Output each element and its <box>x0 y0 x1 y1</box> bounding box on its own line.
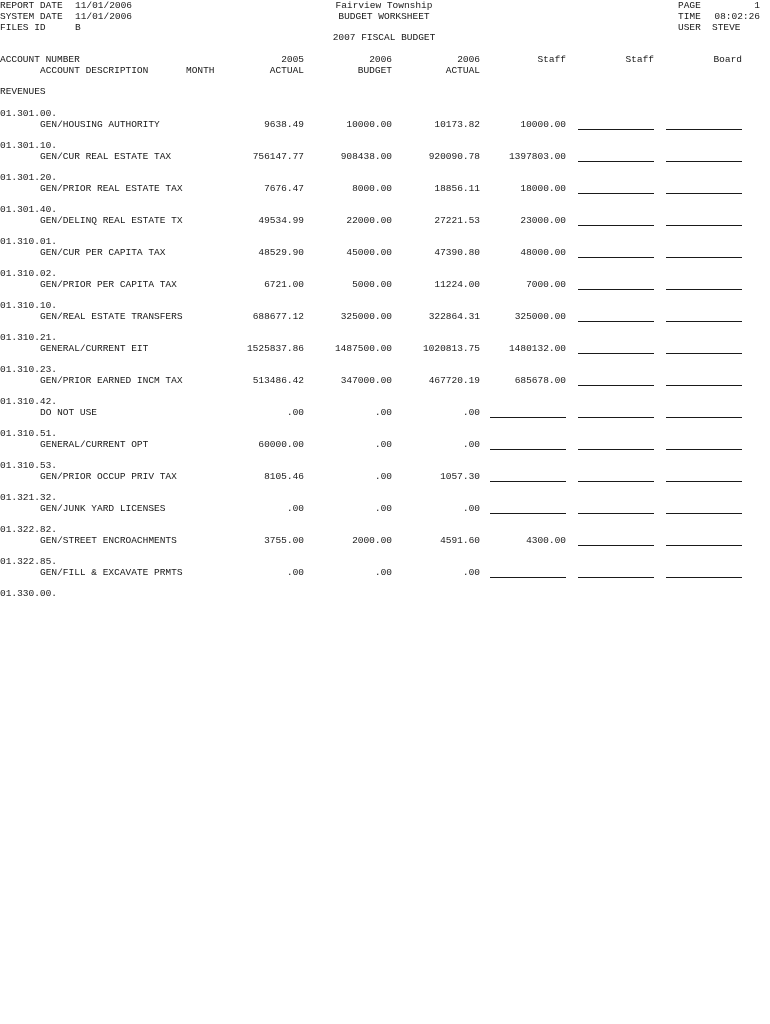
col-staff-1: Staff <box>537 54 566 65</box>
board-entry-blank[interactable] <box>666 545 742 546</box>
actual-2005-value: .00 <box>286 407 304 418</box>
staff-2-entry-blank[interactable] <box>578 193 654 194</box>
account-description: GEN/CUR PER CAPITA TAX <box>40 247 166 258</box>
actual-2005-value: 60000.00 <box>258 439 304 450</box>
account-number: 01.301.10. <box>0 140 58 151</box>
budget-2006-value: 908438.00 <box>340 151 392 162</box>
trailing-account-number: 01.330.00. <box>0 588 58 599</box>
board-entry-blank[interactable] <box>666 257 742 258</box>
account-number: 01.301.20. <box>0 172 58 183</box>
actual-2005-value: 6721.00 <box>264 279 304 290</box>
staff-2-entry-blank[interactable] <box>578 257 654 258</box>
staff-value: 685678.00 <box>514 375 566 386</box>
budget-2006-value: 8000.00 <box>352 183 392 194</box>
account-description: GENERAL/CURRENT EIT <box>40 343 149 354</box>
staff-value: 7000.00 <box>526 279 566 290</box>
col-2006-budget-year: 2006 <box>369 54 392 65</box>
account-number: 01.322.85. <box>0 556 58 567</box>
staff-2-entry-blank[interactable] <box>578 417 654 418</box>
board-entry-blank[interactable] <box>666 513 742 514</box>
account-description: GEN/HOUSING AUTHORITY <box>40 119 160 130</box>
staff-entry-blank[interactable] <box>490 417 566 418</box>
board-entry-blank[interactable] <box>666 577 742 578</box>
board-entry-blank[interactable] <box>666 321 742 322</box>
actual-2005-value: 8105.46 <box>264 471 304 482</box>
actual-2005-value: 688677.12 <box>252 311 304 322</box>
page-number: 1 <box>754 0 760 11</box>
staff-value: 18000.00 <box>520 183 566 194</box>
actual-2006-value: 47390.80 <box>434 247 480 258</box>
staff-entry-blank[interactable] <box>490 513 566 514</box>
actual-2006-value: .00 <box>462 567 480 578</box>
account-number: 01.310.53. <box>0 460 58 471</box>
township-name: Fairview Township <box>335 0 433 11</box>
account-description: GEN/DELINQ REAL ESTATE TX <box>40 215 183 226</box>
actual-2005-value: 49534.99 <box>258 215 304 226</box>
account-number: 01.310.51. <box>0 428 58 439</box>
actual-2005-value: 513486.42 <box>252 375 304 386</box>
actual-2006-value: 27221.53 <box>434 215 480 226</box>
board-entry-blank[interactable] <box>666 161 742 162</box>
col-account-number: ACCOUNT NUMBER <box>0 54 80 65</box>
actual-2006-value: 10173.82 <box>434 119 480 130</box>
staff-2-entry-blank[interactable] <box>578 513 654 514</box>
staff-2-entry-blank[interactable] <box>578 545 654 546</box>
actual-2006-value: 11224.00 <box>434 279 480 290</box>
col-account-description: ACCOUNT DESCRIPTION <box>40 65 149 76</box>
time-label: TIME <box>678 11 701 22</box>
account-description: GEN/FILL & EXCAVATE PRMTS <box>40 567 183 578</box>
account-number: 01.310.01. <box>0 236 58 247</box>
col-2005-year: 2005 <box>281 54 304 65</box>
budget-2006-value: .00 <box>374 439 392 450</box>
user-label: USER <box>678 22 701 33</box>
account-description: DO NOT USE <box>40 407 98 418</box>
staff-2-entry-blank[interactable] <box>578 353 654 354</box>
actual-2005-value: 7676.47 <box>264 183 304 194</box>
staff-value: 1480132.00 <box>508 343 566 354</box>
actual-2006-value: 18856.11 <box>434 183 480 194</box>
budget-2006-value: 2000.00 <box>352 535 392 546</box>
account-number: 01.310.21. <box>0 332 58 343</box>
actual-2005-value: 756147.77 <box>252 151 304 162</box>
actual-2006-value: 467720.19 <box>428 375 480 386</box>
files-id: B <box>75 22 81 33</box>
actual-2006-value: 4591.60 <box>440 535 480 546</box>
col-month: MONTH <box>186 65 215 76</box>
budget-2006-value: 45000.00 <box>346 247 392 258</box>
staff-value: 1397803.00 <box>508 151 566 162</box>
staff-value: 10000.00 <box>520 119 566 130</box>
account-number: 01.301.00. <box>0 108 58 119</box>
staff-2-entry-blank[interactable] <box>578 321 654 322</box>
staff-value: 325000.00 <box>514 311 566 322</box>
page-label: PAGE <box>678 0 701 11</box>
account-description: GEN/CUR REAL ESTATE TAX <box>40 151 172 162</box>
account-number: 01.321.32. <box>0 492 58 503</box>
board-entry-blank[interactable] <box>666 449 742 450</box>
system-date: 11/01/2006 <box>75 11 133 22</box>
report-date-label: REPORT DATE <box>0 0 63 11</box>
system-date-label: SYSTEM DATE <box>0 11 63 22</box>
staff-2-entry-blank[interactable] <box>578 449 654 450</box>
staff-2-entry-blank[interactable] <box>578 289 654 290</box>
budget-2006-value: .00 <box>374 471 392 482</box>
staff-2-entry-blank[interactable] <box>578 577 654 578</box>
account-number: 01.310.23. <box>0 364 58 375</box>
staff-entry-blank[interactable] <box>490 481 566 482</box>
board-entry-blank[interactable] <box>666 193 742 194</box>
actual-2005-value: 48529.90 <box>258 247 304 258</box>
budget-2006-value: 22000.00 <box>346 215 392 226</box>
actual-2006-value: 1020813.75 <box>422 343 480 354</box>
budget-2006-value: .00 <box>374 407 392 418</box>
budget-2006-value: .00 <box>374 503 392 514</box>
account-number: 01.322.82. <box>0 524 58 535</box>
board-entry-blank[interactable] <box>666 353 742 354</box>
budget-2006-value: 1487500.00 <box>334 343 392 354</box>
board-entry-blank[interactable] <box>666 481 742 482</box>
actual-2006-value: .00 <box>462 407 480 418</box>
col-2006-actual-year: 2006 <box>457 54 480 65</box>
actual-2005-value: 1525837.86 <box>246 343 304 354</box>
staff-2-entry-blank[interactable] <box>578 481 654 482</box>
board-entry-blank[interactable] <box>666 225 742 226</box>
budget-2006-value: 5000.00 <box>352 279 392 290</box>
account-description: GEN/STREET ENCROACHMENTS <box>40 535 177 546</box>
staff-entry-blank[interactable] <box>490 577 566 578</box>
account-description: GEN/PRIOR PER CAPITA TAX <box>40 279 177 290</box>
actual-2006-value: .00 <box>462 503 480 514</box>
account-number: 01.310.42. <box>0 396 58 407</box>
account-description: GEN/PRIOR REAL ESTATE TAX <box>40 183 183 194</box>
board-entry-blank[interactable] <box>666 129 742 130</box>
budget-2006-value: 347000.00 <box>340 375 392 386</box>
account-description: GENERAL/CURRENT OPT <box>40 439 149 450</box>
board-entry-blank[interactable] <box>666 385 742 386</box>
actual-2005-value: .00 <box>286 567 304 578</box>
actual-2005-value: 3755.00 <box>264 535 304 546</box>
fiscal-budget-title: 2007 FISCAL BUDGET <box>332 32 436 43</box>
board-entry-blank[interactable] <box>666 417 742 418</box>
staff-2-entry-blank[interactable] <box>578 129 654 130</box>
actual-2006-value: .00 <box>462 439 480 450</box>
staff-2-entry-blank[interactable] <box>578 385 654 386</box>
col-2006-actual-kind: ACTUAL <box>445 65 480 76</box>
budget-2006-value: 10000.00 <box>346 119 392 130</box>
files-id-label: FILES ID <box>0 22 46 33</box>
budget-2006-value: .00 <box>374 567 392 578</box>
board-entry-blank[interactable] <box>666 289 742 290</box>
account-number: 01.310.02. <box>0 268 58 279</box>
staff-value: 23000.00 <box>520 215 566 226</box>
col-2005-kind: ACTUAL <box>269 65 304 76</box>
time-value: 08:02:26 <box>714 11 760 22</box>
actual-2005-value: .00 <box>286 503 304 514</box>
user-value: STEVE <box>712 22 741 33</box>
account-number: 01.310.10. <box>0 300 58 311</box>
account-description: GEN/REAL ESTATE TRANSFERS <box>40 311 183 322</box>
actual-2006-value: 920090.78 <box>428 151 480 162</box>
staff-entry-blank[interactable] <box>490 449 566 450</box>
report-date: 11/01/2006 <box>75 0 133 11</box>
staff-2-entry-blank[interactable] <box>578 225 654 226</box>
actual-2006-value: 322864.31 <box>428 311 480 322</box>
staff-value: 4300.00 <box>526 535 566 546</box>
account-description: GEN/PRIOR OCCUP PRIV TAX <box>40 471 177 482</box>
col-staff-2: Staff <box>625 54 654 65</box>
account-description: GEN/JUNK YARD LICENSES <box>40 503 166 514</box>
col-2006-budget-kind: BUDGET <box>357 65 392 76</box>
col-board: Board <box>713 54 742 65</box>
account-number: 01.301.40. <box>0 204 58 215</box>
budget-2006-value: 325000.00 <box>340 311 392 322</box>
worksheet-title: BUDGET WORKSHEET <box>338 11 430 22</box>
actual-2005-value: 9638.49 <box>264 119 304 130</box>
staff-2-entry-blank[interactable] <box>578 161 654 162</box>
staff-value: 48000.00 <box>520 247 566 258</box>
actual-2006-value: 1057.30 <box>440 471 480 482</box>
account-description: GEN/PRIOR EARNED INCM TAX <box>40 375 183 386</box>
section-revenues: REVENUES <box>0 86 46 97</box>
